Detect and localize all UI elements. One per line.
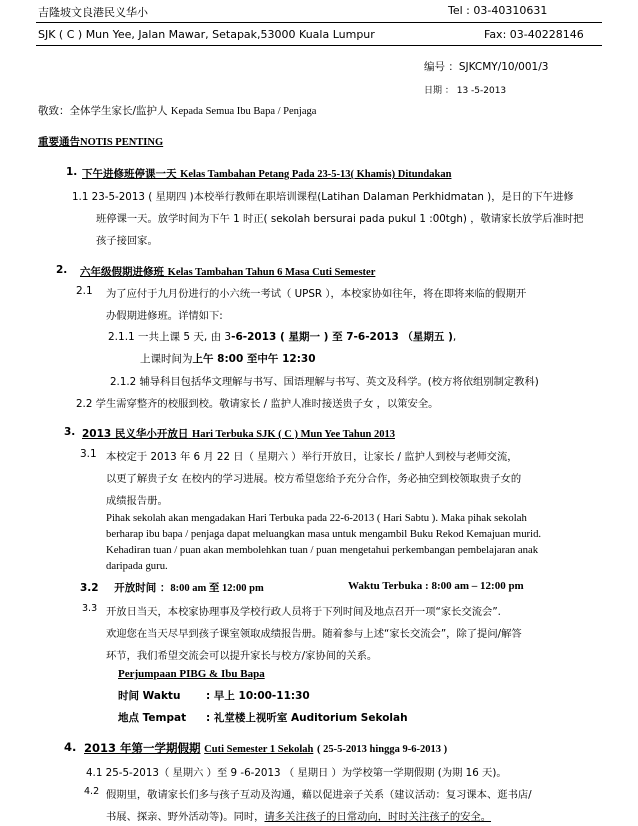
open-day-time-malay: Waktu Terbuka : 8:00 am – 12:00 pm <box>348 580 524 592</box>
reference-number: 编号 ：SJKCMY/10/001/3 <box>424 61 549 73</box>
section-2-title <box>80 264 375 279</box>
para-1-1-line3: 孩子接回家。 <box>96 235 158 247</box>
school-address: SJK ( C ) Mun Yee, Jalan Mawar, Setapak,53000 Kuala Lumpur <box>38 28 375 41</box>
letter-date: 日期 ： 13 -5-2013 <box>424 86 507 96</box>
para-3-2-number: 3.2 <box>80 582 99 594</box>
para-1-1-line1: 1.1 23-5-2013 ( 星期四 )本校举行教师在职培训课程(Latihan Dalaman Perkhidmatan )，是日的下午进修 <box>72 191 574 203</box>
para-3-3-line2: 欢迎您在当天尽早到孩子课室领取成绩报告册。随着参与上述“家长交流会”，除了提问/解答 <box>106 628 522 640</box>
section-1-title-malay: Kelas Tambahan Petang Pada 23-5-13( Khamis) Ditundakan <box>180 169 452 180</box>
notice-title-cn: 重要通告 <box>38 136 80 148</box>
para-2-1-line1: 为了应付于九月份进行的小六统一考试（ UPSR ），本校家协如往年，将在即将来临的假期开 <box>106 288 527 300</box>
school-name-cn: 吉隆坡文良港民义华小 <box>38 6 148 19</box>
school-tel: Tel : 03-40310631 <box>448 4 548 17</box>
section-3-title-cn: 2013 民义华小开放日 <box>82 428 189 440</box>
section-2-number: 2. <box>56 264 68 276</box>
section-1-title-cn: 下午进修班停课一天 <box>82 168 177 180</box>
para-2-1-1-line1 <box>108 329 456 344</box>
para-2-1-line2: 办假期进修班。详情如下: <box>106 310 223 322</box>
salutation <box>38 103 316 118</box>
para-4-1: 4.1 25-5-2013（ 星期六 ）至 9 -6-2013 （ 星期日 ）为学校第一学期假期 (为期 16 天)。 <box>86 767 507 779</box>
para-2-2: 2.2 学生需穿整齐的校服到校。敬请家长 / 监护人准时接送贵子女 ，以策安全。 <box>76 398 439 410</box>
class-time-value: 上午 8:00 至中午 12:30 <box>192 353 316 365</box>
section-4-number: 4. <box>64 740 77 754</box>
malay-paragraph-line2: berharap ibu bapa / penjaga dapat meluangkan masa untuk mengambil Buku Rekod Kemajuan murid. <box>106 528 542 540</box>
meeting-time-value: : 早上 10:00-11:30 <box>206 690 310 702</box>
para-3-3-line1: 开放日当天，本校家协理事及学校行政人员将于下列时间及地点召开一项“家长交流会”. <box>106 606 501 618</box>
para-4-2-safety-note: 请多关注孩子的日常动向，时时关注孩子的安全。 <box>264 811 492 823</box>
para-2-1-1-comma: , <box>452 331 457 343</box>
section-4-title-cn: 2013 年第一学期假期 <box>84 741 201 755</box>
section-1-number: 1. <box>66 166 78 178</box>
salutation-cn: 敬致：全体学生家长/监护人 <box>38 105 168 117</box>
header-rule-top <box>36 22 602 23</box>
section-4-title-malay: Cuti Semester 1 Sekolah <box>204 744 314 755</box>
malay-paragraph-line1: Pihak sekolah akan mengadakan Hari Terbuka pada 22-6-2013 ( Hari Sabtu ). Maka pihak sekolah <box>106 512 527 524</box>
notice-title-malay: NOTIS PENTING <box>80 137 164 148</box>
para-2-1-1-dates: -6-2013 ( 星期一 ) 至 7-6-2013 （星期五 ) <box>231 331 453 343</box>
meeting-title: Perjumpaan PIBG & Ibu Bapa <box>118 668 265 680</box>
para-4-2-line2-start: 书展、探亲、野外活动等)。同时， <box>106 811 265 823</box>
section-3-title-malay: Hari Terbuka SJK ( C ) Mun Yee Tahun 2013 <box>192 429 395 440</box>
section-2-title-cn: 六年级假期进修班 <box>80 266 164 278</box>
para-1-1-line2: 班停课一天。放学时间为下午 1 时正( sekolah bersurai pada pukul 1 :00tgh) ，敬请家长放学后准时把 <box>96 213 584 225</box>
para-3-1-line2: 以更了解贵子女 在校内的学习进展。校方希望您给予充分合作，务必抽空到校领取贵子女的 <box>106 473 522 485</box>
para-4-2-line1: 假期里，敬请家长们多与孩子互动及沟通，藉以促进亲子关系（建议活动：复习课本、逛书店/ <box>106 789 532 801</box>
meeting-place-label: 地点 Tempat <box>118 712 187 724</box>
section-4-title <box>84 740 447 756</box>
para-4-2-line2 <box>106 808 491 823</box>
para-2-1-2: 2.1.2 辅导科目包括华文理解与书写、国语理解与书写、英文及科学。(校方将依组别制定教科) <box>110 376 539 388</box>
para-3-3-line3: 环节，我们希望交流会可以提升家长与校方/家协间的关系。 <box>106 650 378 662</box>
open-day-time-label: 开放时间 ： <box>114 582 171 594</box>
para-2-1-1-intro: 2.1.1 一共上课 5 天, 由 3 <box>108 331 232 343</box>
malay-paragraph-line4: daripada guru. <box>106 560 168 572</box>
section-3-title <box>82 426 395 441</box>
section-1-title <box>82 166 451 181</box>
malay-paragraph-line3: Kehadiran tuan / puan akan membolehkan tuan / puan mengetahui perkembangan pembelajaran anak <box>106 544 539 556</box>
school-fax: Fax: 03-40228146 <box>484 28 584 41</box>
open-day-time-row <box>80 580 264 595</box>
para-3-1-line1: 本校定于 2013 年 6 月 22 日（ 星期六 ）举行开放日，让家长 / 监护人到校与老师交流， <box>106 451 518 463</box>
para-3-3-number: 3.3 <box>82 603 98 614</box>
meeting-time-label: 时间 Waktu <box>118 690 181 702</box>
para-2-1-1-line2 <box>140 351 316 366</box>
salutation-malay: Kepada Semua Ibu Bapa / Penjaga <box>170 106 317 117</box>
section-2-title-malay: Kelas Tambahan Tahun 6 Masa Cuti Semester <box>167 267 376 278</box>
header-rule-bottom <box>36 45 602 46</box>
para-4-2-number: 4.2 <box>84 786 100 797</box>
para-2-1-number: 2.1 <box>76 285 93 297</box>
section-3-number: 3. <box>64 426 76 438</box>
class-time-label: 上课时间为 <box>140 353 193 365</box>
section-4-title-dates: ( 25-5-2013 hingga 9-6-2013 ) <box>317 744 448 755</box>
notice-title <box>38 134 163 149</box>
para-3-1-number: 3.1 <box>80 448 97 460</box>
open-day-time-value: 8:00 am 至 12:00 pm <box>170 583 264 594</box>
meeting-place-value: : 礼堂楼上视听室 Auditorium Sekolah <box>206 712 408 724</box>
para-3-1-line3: 成绩报告册。 <box>106 495 168 507</box>
